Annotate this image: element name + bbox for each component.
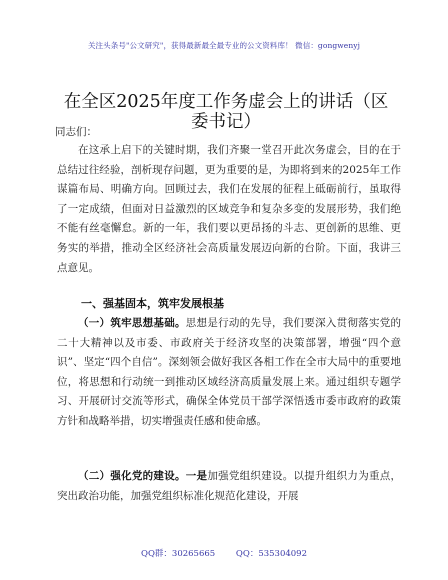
item-1-lead: （一）筑牢思想基础。 — [78, 317, 186, 329]
item-1-body: 思想是行动的先导，我们要深入贯彻落实党的二十大精神以及市委、市政府关于经济攻坚的决策部署，增强“四个意识”、坚定“四个自信”。深刻领会做好我区各相工作在全市大局中的重要地位，将思想和行动统一到推动区域经济高质量发展上来。通过组织专题学习、开展研讨交流等形式，确保全体党员干部学深悟透市委市政府的政策方针和战略举措，切实增强责任感和使命感。 — [57, 317, 402, 427]
item-2-body: 加强党组织建设。以提升组织力为重点，突出政治功能，加强党组织标准化规范化建设，开展 — [57, 470, 402, 502]
item-1-paragraph — [57, 314, 401, 432]
document-title: 在全区2025年度工作务虚会上的讲话（区委书记） — [63, 91, 389, 132]
header-promo-note: 关注头条号"公文研究"，获得最新最全最专业的公文资料库！ 微信：gongwenyj — [87, 41, 361, 50]
footer-qq-group: QQ群：30265665 — [140, 549, 216, 559]
item-2-lead: （二）强化党的建设。 — [78, 470, 186, 482]
footer-contact — [0, 547, 448, 559]
item-2-sub-lead: 一是 — [185, 470, 208, 482]
intro-paragraph: 在这承上启下的关键时期，我们齐聚一堂召开此次务虚会，目的在于总结过往经验，剖析现存问题，更为重要的是，为即将到来的2025年工作谋篇布局、明确方向。回顾过去，我们在发展的征程上砥砺前行，虽取得了一定成绩，但面对日益激烈的区域竞争和复杂多变的发展形势，我们绝不能有丝毫懈怠。新的一年，我们要以更昂扬的斗志、更创新的思维、更务实的举措，推动全区经济社会高质量发展迈向新的台阶。下面，我讲三点意见。 — [57, 144, 401, 274]
salutation: 同志们： — [55, 126, 97, 138]
item-2-paragraph — [57, 467, 401, 506]
section-heading-1: 一、强基固本，筑牢发展根基 — [81, 297, 224, 310]
footer-qq: QQ：535304092 — [235, 549, 307, 559]
